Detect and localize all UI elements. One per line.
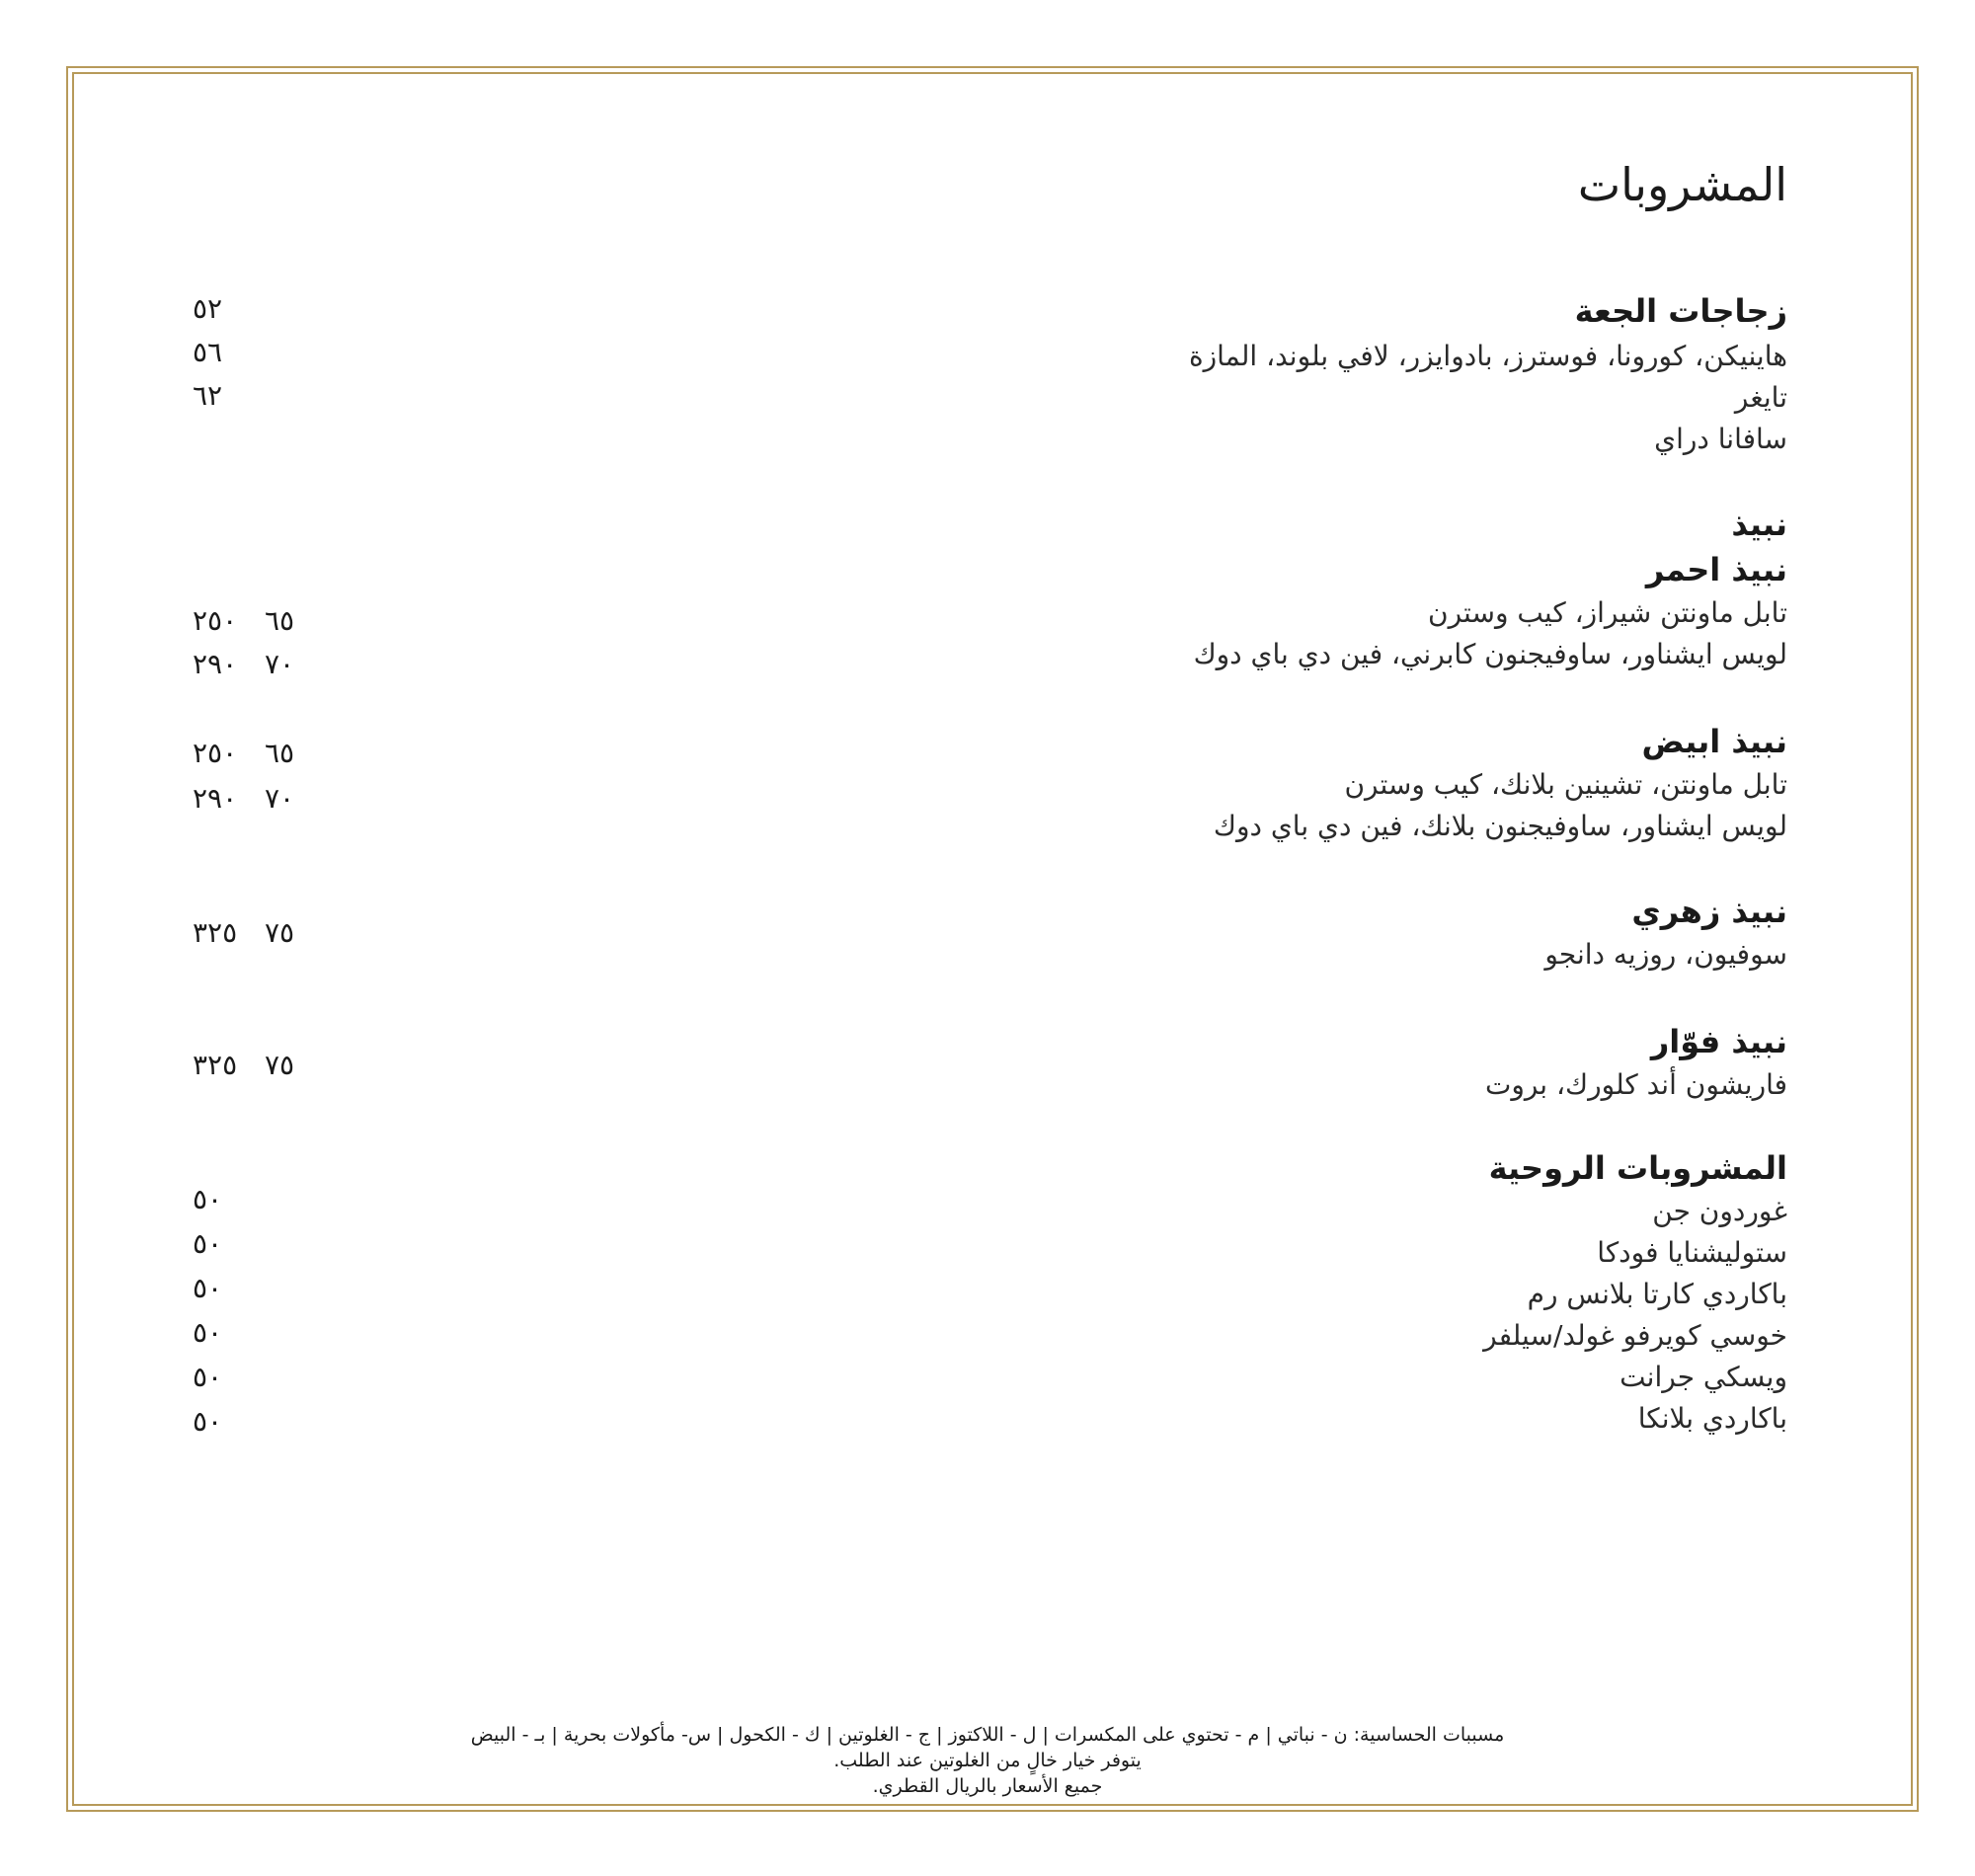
section-title-beer: زجاجات الجعة xyxy=(1574,292,1787,330)
menu-item-red-2: لويس ايشناور، ساوفيجنون كابرني، فين دي باي دوك xyxy=(1193,638,1787,670)
price-sparkling-bottle: ٣٢٥ xyxy=(193,1049,238,1081)
price-beer-2: ٥٦ xyxy=(193,336,223,368)
menu-item-spirit-6: باكاردي بلانكا xyxy=(1637,1402,1787,1435)
menu-footer xyxy=(375,1722,1600,1799)
price-beer-1: ٥٢ xyxy=(193,292,223,325)
price-rose-bottle: ٣٢٥ xyxy=(193,916,238,949)
price-white-2-glass: ٧٠ xyxy=(265,782,295,815)
gluten-free-note: يتوفر خيار خالٍ من الغلوتين عند الطلب. xyxy=(833,1750,1142,1771)
section-title-white-wine: نبيذ ابيض xyxy=(1641,723,1787,760)
menu-item-spirit-3: باكاردي كارتا بلانس رم xyxy=(1527,1278,1787,1310)
price-spirit-1: ٥٠ xyxy=(193,1183,223,1215)
price-white-2-bottle: ٢٩٠ xyxy=(193,782,238,815)
price-red-1-bottle: ٢٥٠ xyxy=(193,604,238,637)
menu-item-beer-3: سافانا دراي xyxy=(1654,423,1787,455)
price-beer-3: ٦٢ xyxy=(193,379,223,412)
section-title-rose-wine: نبيذ زهري xyxy=(1631,893,1787,930)
menu-item-beer-2: تايغر xyxy=(1734,381,1787,414)
page-title: المشروبات xyxy=(1577,158,1787,211)
section-title-spirits: المشروبات الروحية xyxy=(1488,1149,1787,1187)
menu-item-white-1: تابل ماونتن، تشينين بلانك، كيب وسترن xyxy=(1344,768,1787,801)
menu-item-spirit-2: ستوليشنايا فودكا xyxy=(1597,1236,1787,1269)
price-rose-glass: ٧٥ xyxy=(265,916,295,949)
currency-note: جميع الأسعار بالريال القطري. xyxy=(872,1775,1103,1797)
price-red-2-bottle: ٢٩٠ xyxy=(193,648,238,680)
price-white-1-bottle: ٢٥٠ xyxy=(193,737,238,769)
menu-item-sparkling-1: فاريشون أند كلورك، بروت xyxy=(1484,1068,1787,1101)
price-sparkling-glass: ٧٥ xyxy=(265,1049,295,1081)
section-title-wine: نبيذ xyxy=(1731,506,1787,543)
menu-item-red-1: تابل ماونتن شيراز، كيب وسترن xyxy=(1428,596,1787,629)
section-title-sparkling-wine: نبيذ فوّار xyxy=(1650,1023,1787,1060)
menu-item-beer-1: هاينيكن، كورونا، فوسترز، بادوايزر، لافي بلوند، المازة xyxy=(1188,340,1787,372)
price-red-1-glass: ٦٥ xyxy=(265,604,295,637)
menu-item-spirit-4: خوسي كويرفو غولد/سيلفر xyxy=(1483,1319,1787,1352)
price-spirit-3: ٥٠ xyxy=(193,1272,223,1304)
price-spirit-6: ٥٠ xyxy=(193,1405,223,1438)
price-spirit-2: ٥٠ xyxy=(193,1227,223,1260)
price-spirit-4: ٥٠ xyxy=(193,1316,223,1349)
menu-item-spirit-5: ويسكي جرانت xyxy=(1620,1361,1787,1393)
menu-item-white-2: لويس ايشناور، ساوفيجنون بلانك، فين دي باي دوك xyxy=(1213,810,1787,842)
allergen-legend: مسببات الحساسية: ن - نباتي | م - تحتوي على المكسرات | ل - اللاكتوز | ج - الغلوتين | ك - الكحول | س- مأكولات بحرية | بـ - البيض xyxy=(470,1724,1505,1746)
menu-item-spirit-1: غوردون جن xyxy=(1652,1195,1787,1227)
section-title-red-wine: نبيذ احمر xyxy=(1645,551,1787,588)
price-spirit-5: ٥٠ xyxy=(193,1361,223,1393)
price-red-2-glass: ٧٠ xyxy=(265,648,295,680)
price-white-1-glass: ٦٥ xyxy=(265,737,295,769)
menu-item-rose-1: سوفيون، روزيه دانجو xyxy=(1544,938,1787,971)
